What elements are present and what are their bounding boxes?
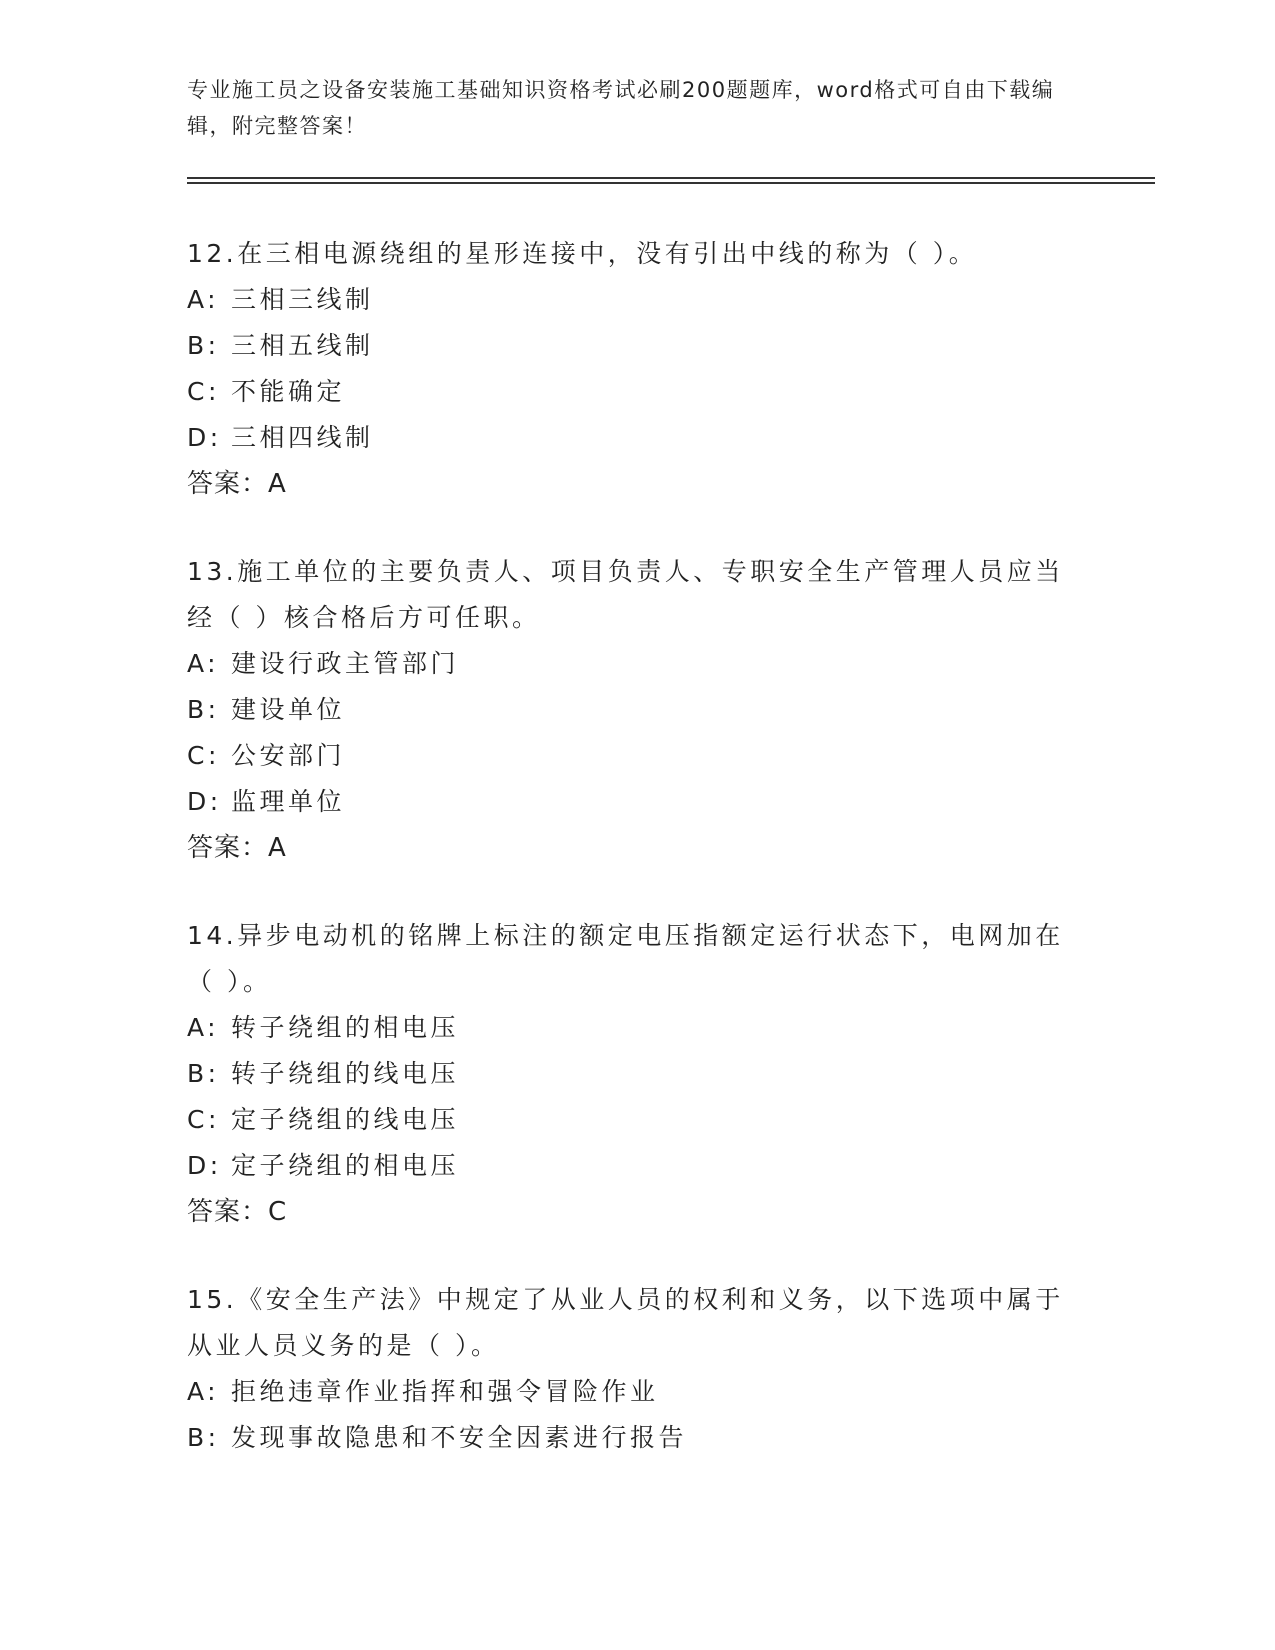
option-letter: A: [187,1377,220,1406]
option-b [187,1415,1087,1461]
document-header: 专业施工员之设备安装施工基础知识资格考试必刷200题题库，word格式可自由下载编辑，附完整答案！ [187,78,1055,138]
answer-line: 答案：C [187,1197,288,1227]
option-letter: C: [187,1105,220,1134]
option-text: 拒绝违章作业指挥和强令冒险作业 [231,1377,659,1406]
option-letter: B: [187,331,220,360]
option-text: 定子绕组的相电压 [231,1151,460,1180]
option-d [187,779,1087,825]
option-c [187,369,1087,415]
option-letter: D: [187,1151,222,1180]
option-text: 监理单位 [231,787,346,816]
option-letter: B: [187,695,220,724]
option-b [187,323,1087,369]
option-text: 发现事故隐患和不安全因素进行报告 [231,1423,688,1452]
option-text: 三相三线制 [231,285,374,314]
option-a [187,1369,1087,1415]
option-text: 定子绕组的线电压 [231,1105,460,1134]
question-stem: 15.《安全生产法》中规定了从业人员的权利和义务，以下选项中属于从业人员义务的是（ ）。 [187,1285,1064,1360]
option-b [187,687,1087,733]
option-letter: D: [187,423,222,452]
option-text: 公安部门 [231,741,346,770]
option-c [187,1097,1087,1143]
option-c [187,733,1087,779]
option-text: 不能确定 [231,377,346,406]
option-letter: B: [187,1423,220,1452]
option-letter: A: [187,1013,220,1042]
option-d [187,415,1087,461]
question-13 [187,549,1087,871]
question-14 [187,913,1087,1235]
option-letter: D: [187,787,222,816]
question-stem: 14.异步电动机的铭牌上标注的额定电压指额定运行状态下，电网加在（ ）。 [187,921,1064,996]
option-text: 三相五线制 [231,331,374,360]
answer-line: 答案：A [187,833,287,863]
question-stem: 13.施工单位的主要负责人、项目负责人、专职安全生产管理人员应当经（ ）核合格后方可任职。 [187,557,1064,632]
option-letter: A: [187,649,220,678]
option-text: 建设单位 [231,695,346,724]
question-12 [187,231,1087,507]
answer-line: 答案：A [187,469,287,499]
question-list [187,231,1087,1503]
header-rule-top [187,177,1155,179]
option-text: 转子绕组的相电压 [231,1013,460,1042]
option-letter: B: [187,1059,220,1088]
option-letter: C: [187,377,220,406]
option-letter: C: [187,741,220,770]
option-a [187,641,1087,687]
option-a [187,277,1087,323]
question-stem: 12.在三相电源绕组的星形连接中，没有引出中线的称为（ ）。 [187,239,978,268]
header-rule-bottom [187,182,1155,184]
option-letter: A: [187,285,220,314]
option-text: 三相四线制 [231,423,374,452]
question-15 [187,1277,1087,1461]
option-b [187,1051,1087,1097]
option-text: 建设行政主管部门 [231,649,460,678]
option-d [187,1143,1087,1189]
option-text: 转子绕组的线电压 [231,1059,460,1088]
option-a [187,1005,1087,1051]
